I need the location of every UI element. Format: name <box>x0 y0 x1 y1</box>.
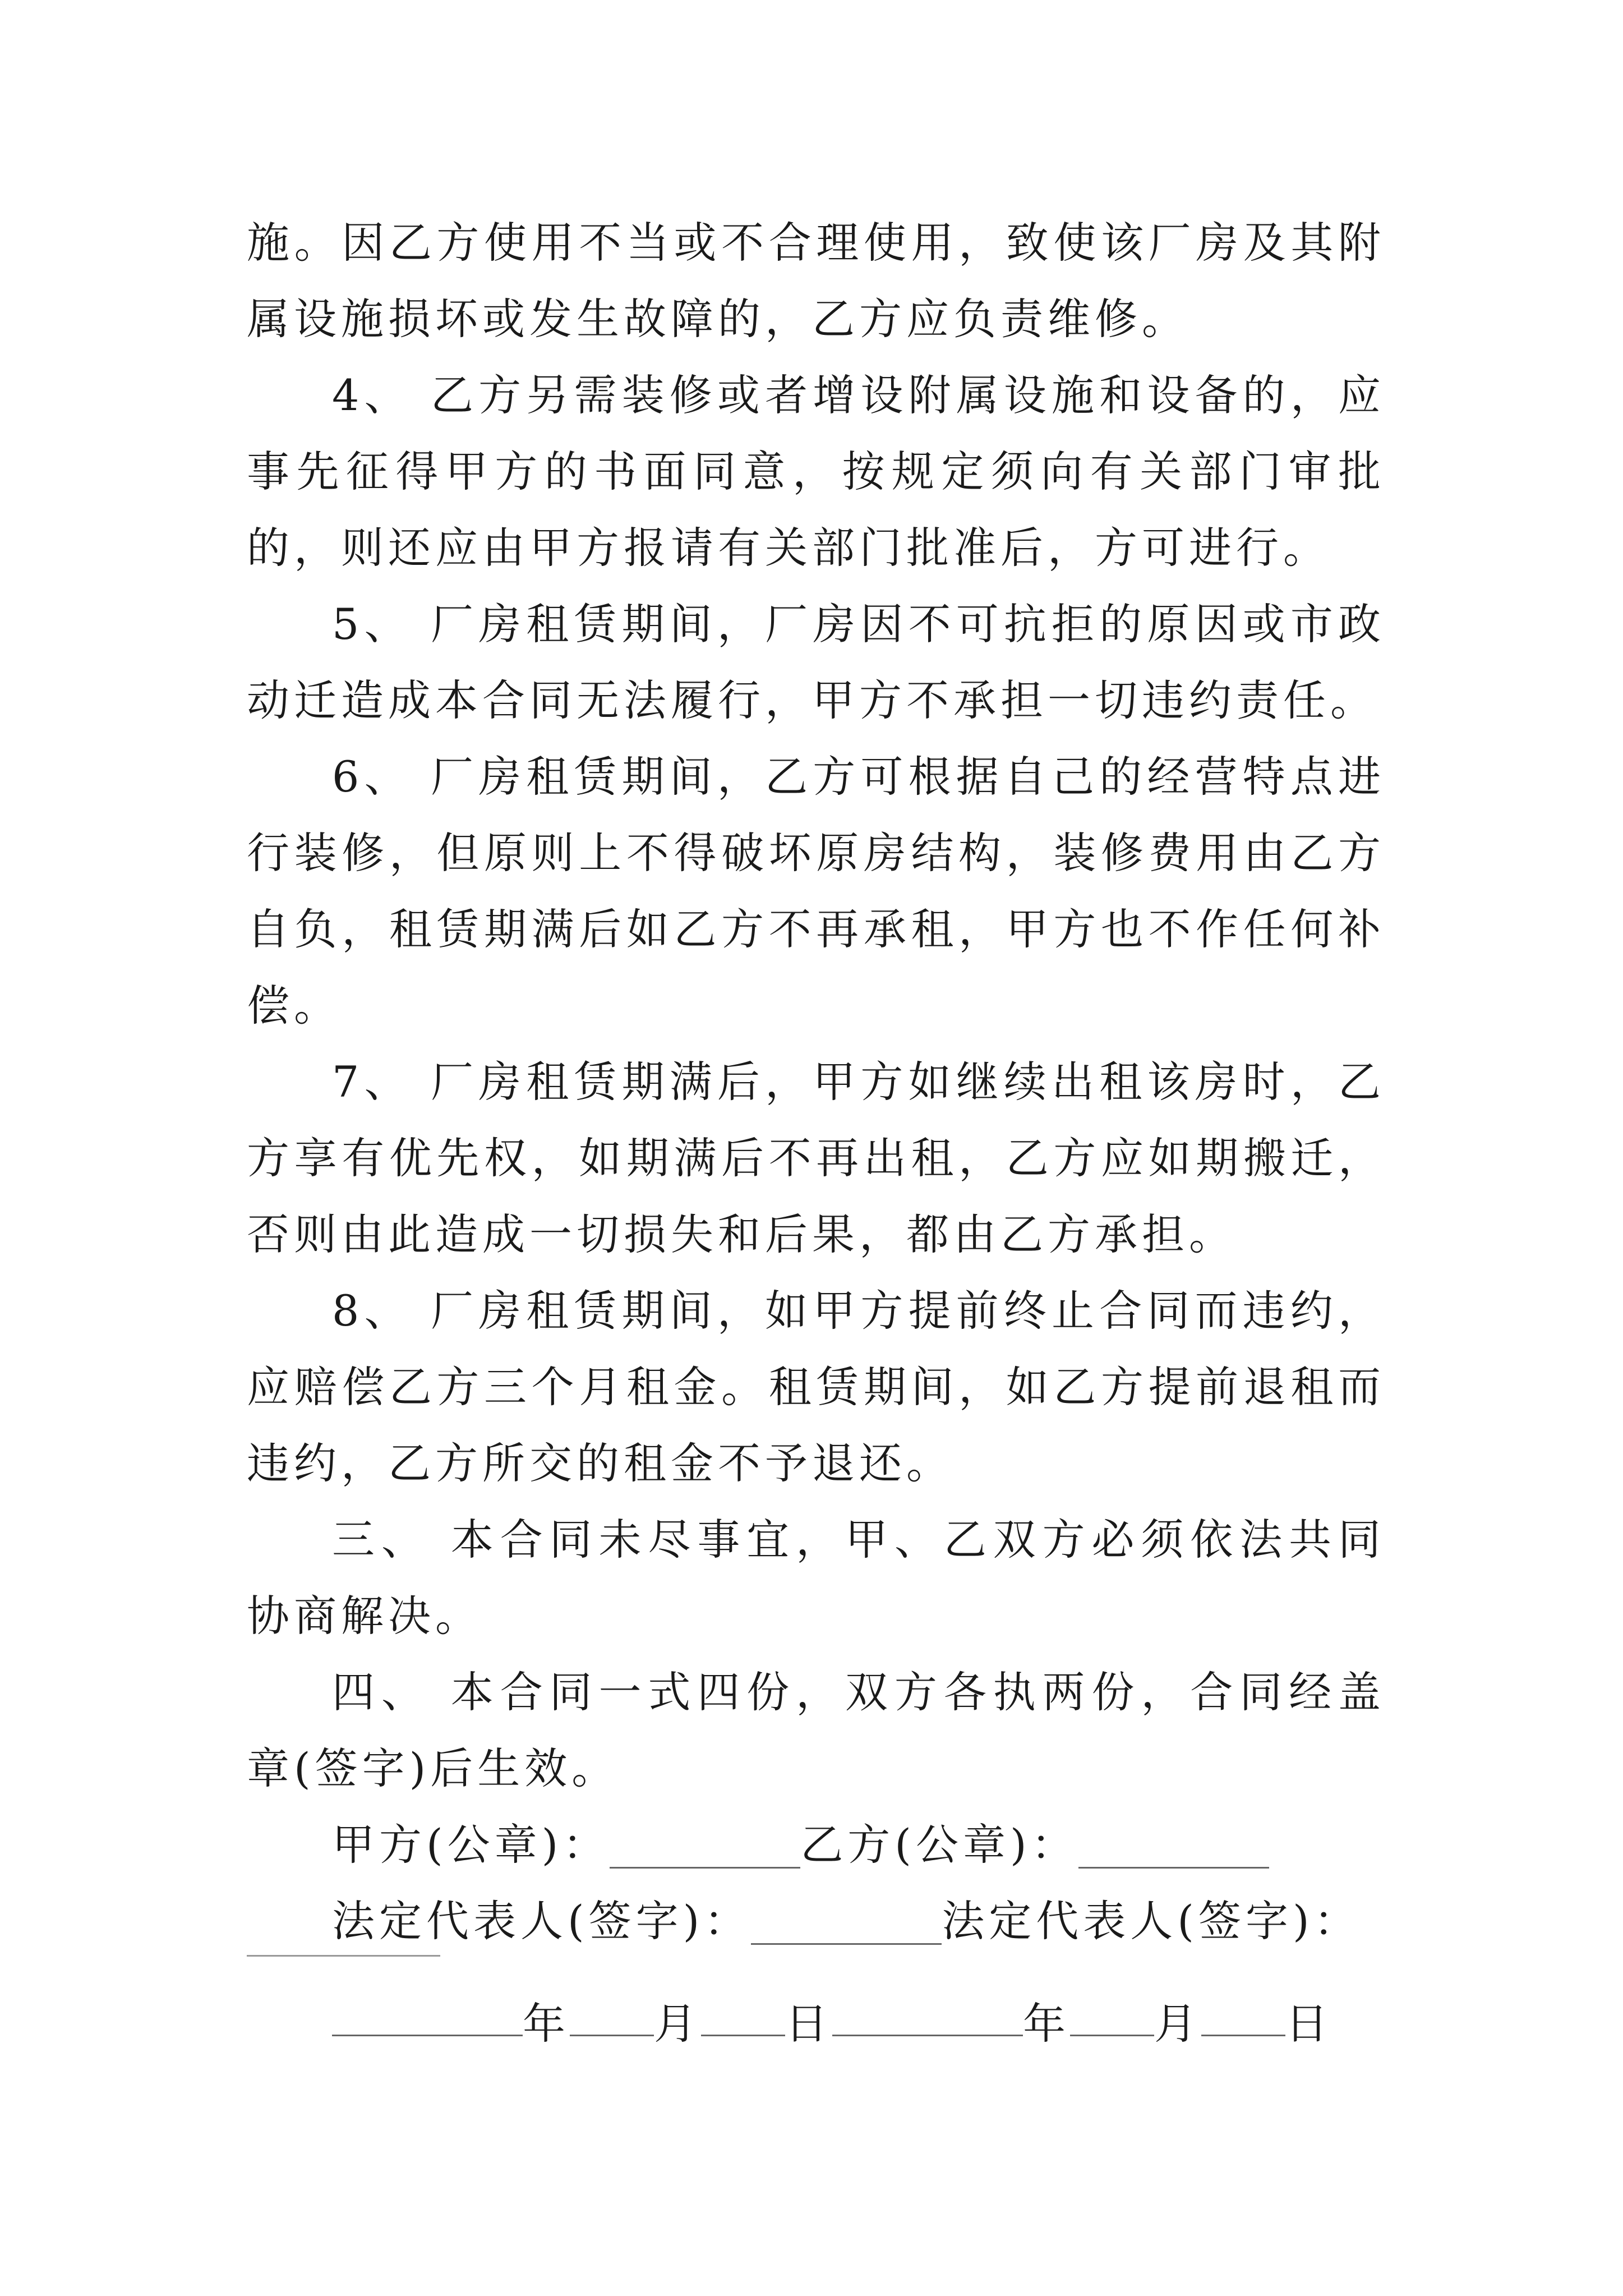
date-a-day-blank <box>701 1995 785 2036</box>
date-line <box>332 1975 1332 2051</box>
paragraph-section-3: 三、 本合同未尽事宜，甲、乙双方必须依法共同协商解决。 <box>247 1515 1385 1641</box>
date-b-day-label: 日 <box>1285 1999 1332 2049</box>
paragraph-clause-7: 7、 厂房租赁期满后，甲方如继续出租该房时，乙方享有优先权，如期满后不再出租，乙方应如期搬迁，否则由此造成一切损失和后果，都由乙方承担。 <box>247 1057 1385 1259</box>
date-b-year-blank <box>832 1995 1023 2036</box>
paragraph-clause-4: 4、 乙方另需装修或者增设附属设施和设备的，应事先征得甲方的书面同意，按规定须向有关部门审批的，则还应由甲方报请有关部门批准后，方可进行。 <box>247 370 1385 573</box>
party-b-seal-blank <box>1078 1828 1269 1869</box>
rep-b-label: 法定代表人(签字)： <box>942 1896 1361 1946</box>
date-b-month-label: 月 <box>1154 1999 1201 2049</box>
rep-a-blank <box>751 1904 942 1945</box>
date-b-day-blank <box>1201 1995 1285 2036</box>
paragraph-section-4: 四、 本合同一式四份，双方各执两份，合同经盖章(签字)后生效。 <box>247 1667 1385 1793</box>
paragraph-clause-8: 8、 厂房租赁期间，如甲方提前终止合同而违约，应赔偿乙方三个月租金。租赁期间，如乙方提前退租而违约，乙方所交的租金不予退还。 <box>247 1286 1385 1488</box>
date-a-day-label: 日 <box>785 1999 832 2049</box>
representative-signature-line <box>247 1883 1385 1959</box>
party-a-seal-blank <box>610 1828 800 1869</box>
date-b-year-label: 年 <box>1023 1999 1070 2049</box>
paragraph-facility-repair: 施。因乙方使用不当或不合理使用，致使该厂房及其附属设施损坏或发生故障的，乙方应负责维修。 <box>247 218 1385 344</box>
paragraph-clause-5: 5、 厂房租赁期间，厂房因不可抗拒的原因或市政动迁造成本合同无法履行，甲方不承担一切违约责任。 <box>247 599 1385 725</box>
seal-signature-line <box>247 1807 1385 1883</box>
paragraph-clause-6: 6、 厂房租赁期间，乙方可根据自己的经营特点进行装修，但原则上不得破坏原房结构，装修费用由乙方自负，租赁期满后如乙方不再承租，甲方也不作任何补偿。 <box>247 752 1385 1030</box>
party-a-seal-label: 甲方(公章)： <box>332 1820 610 1870</box>
date-a-month-blank <box>570 1995 654 2036</box>
date-a-month-label: 月 <box>654 1999 701 2049</box>
rep-b-blank-wrapped <box>247 1955 440 1957</box>
date-b-month-blank <box>1070 1995 1154 2036</box>
party-b-seal-label: 乙方(公章)： <box>800 1820 1078 1870</box>
rep-a-label: 法定代表人(签字)： <box>332 1896 751 1946</box>
date-a-year-label: 年 <box>523 1999 570 2049</box>
contract-body <box>247 205 1385 1959</box>
date-a-year-blank <box>332 1995 523 2036</box>
